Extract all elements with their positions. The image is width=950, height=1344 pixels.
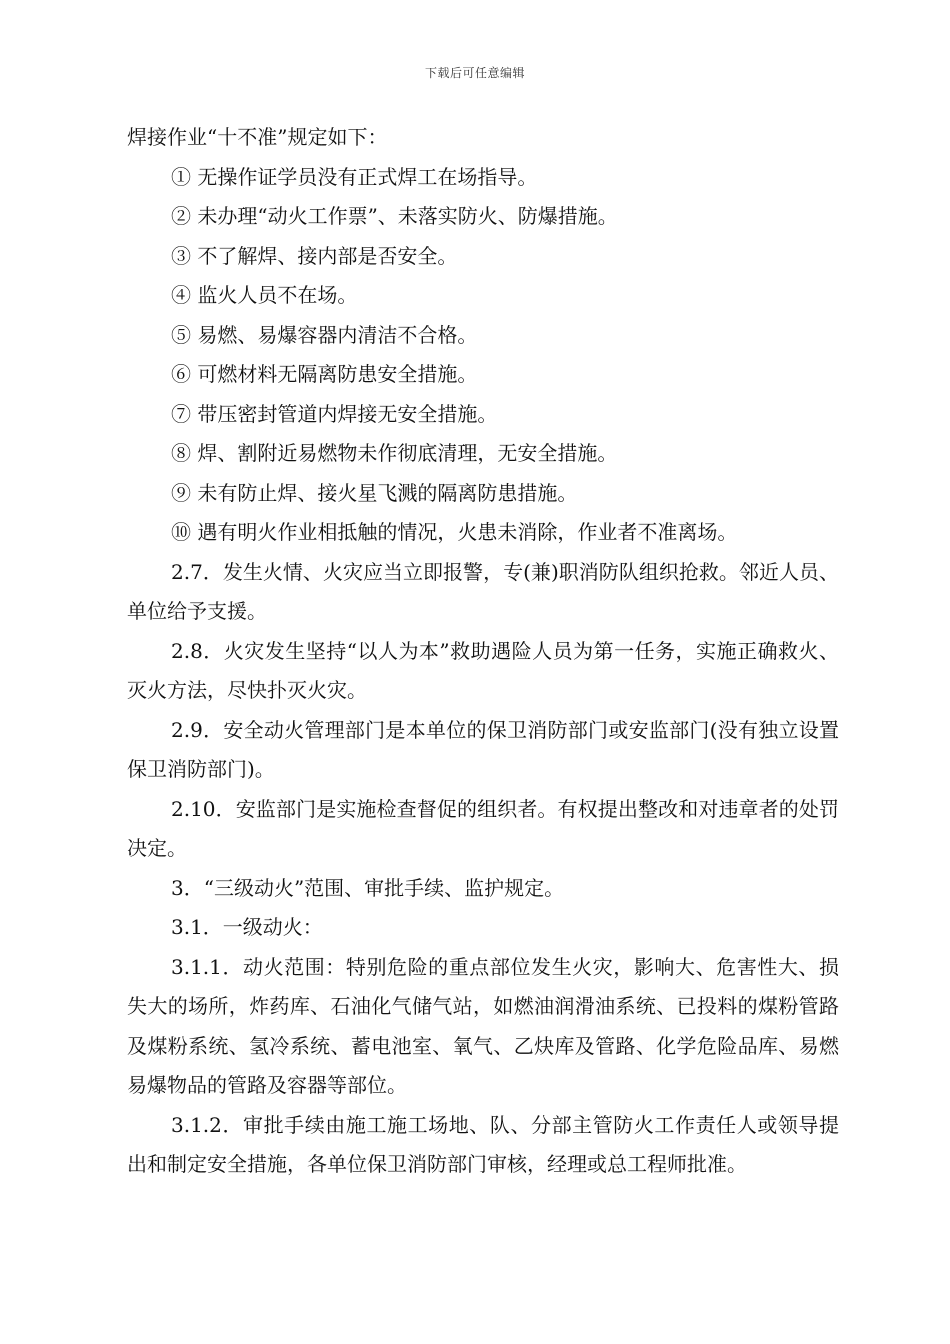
rule-item: ⑨ 未有防止焊、接火星飞溅的隔离防患措施。: [171, 480, 578, 505]
section-paragraph: 2.9．安全动火管理部门是本单位的保卫消防部门或安监部门(没有独立设置保卫消防部门)。: [127, 717, 839, 781]
welding-rules-title: 焊接作业“十不准”规定如下：: [127, 125, 388, 149]
rule-item: ⑤ 易燃、易爆容器内清洁不合格。: [171, 322, 478, 347]
page-header: 下载后可任意编辑: [424, 66, 525, 80]
section-heading: 3．“三级动火”范围、审批手续、监护规定。: [171, 875, 565, 900]
rule-item: ⑥ 可燃材料无隔离防患安全措施。: [171, 362, 478, 386]
section-paragraph: 2.7．发生火情、火灾应当立即报警，专(兼)职消防队组织抢救。邻近人员、单位给予支援。: [127, 559, 839, 623]
rule-item: ② 未办理“动火工作票”、未落实防火、防爆措施。: [171, 204, 618, 228]
rule-item: ① 无操作证学员没有正式焊工在场指导。: [171, 164, 538, 189]
rule-item: ⑧ 焊、割附近易燃物未作彻底清理，无安全措施。: [171, 441, 618, 465]
section-paragraph: 2.10．安监部门是实施检查督促的组织者。有权提出整改和对违章者的处罚决定。: [127, 796, 839, 860]
rule-item: ⑦ 带压密封管道内焊接无安全措施。: [171, 401, 498, 426]
rule-item: ④ 监火人员不在场。: [171, 283, 358, 307]
document-body: [127, 118, 839, 1185]
subsection-heading: 3.1．一级动火：: [171, 915, 323, 939]
rule-item: ⑩ 遇有明火作业相抵触的情况，火患未消除，作业者不准离场。: [171, 520, 738, 544]
section-paragraph: 3.1.1．动火范围：特别危险的重点部位发生火灾，影响大、危害性大、损失大的场所，炸药库、石油化气储气站，如燃油润滑油系统、已投料的煤粉管路及煤粉系统、氢冷系统、蓄电池室、氧气、乙炔库及管路、化学危险品库、易燃易爆物品的管路及容器等部位。: [127, 954, 839, 1097]
section-paragraph: 3.1.2．审批手续由施工施工场地、队、分部主管防火工作责任人或领导提出和制定安全措施，各单位保卫消防部门审核，经理或总工程师批准。: [127, 1112, 839, 1176]
rule-item: ③ 不了解焊、接内部是否安全。: [171, 243, 458, 268]
section-paragraph: 2.8．火灾发生坚持“以人为本”救助遇险人员为第一任务，实施正确救火、灭火方法，尽快扑灭火灾。: [127, 638, 839, 702]
